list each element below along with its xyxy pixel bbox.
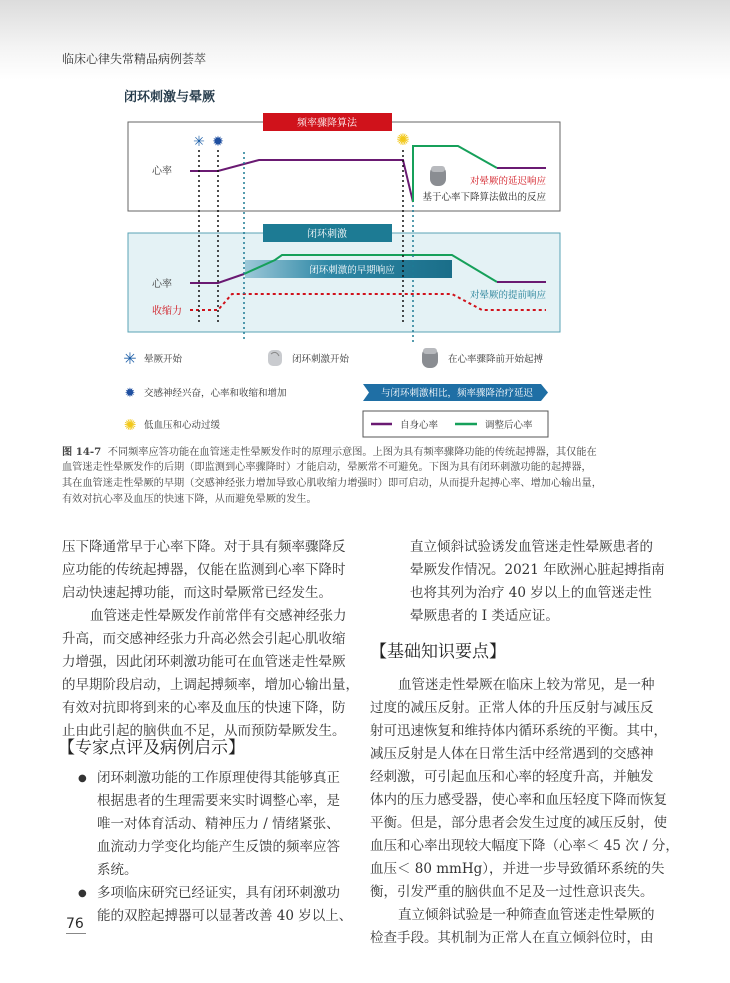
bullet-text-line: 能的双腔起搏器可以显著改善 40 岁以上、 (97, 908, 353, 924)
text-line: 应功能的传统起搏器，仅能在监测到心率下降时 (62, 562, 346, 578)
text-line: 经刺激，可引起血压和心率的轻度升高，并触发 (370, 769, 654, 785)
legend-sympathetic-label: 交感神经兴奋，心率和收缩和增加 (144, 388, 287, 399)
text-line: 也将其列为治疗 40 岁以上的血管迷走性 (410, 585, 652, 601)
delay-banner-label: 与闭环刺激相比，频率骤降治疗延迟 (380, 388, 534, 399)
legend-sun-icon: ✺ (123, 416, 137, 434)
figure-diagram (0, 0, 730, 440)
text-line: 直立倾斜试验诱发血管迷走性晕厥患者的 (410, 539, 653, 555)
bullet-icon: ● (78, 888, 87, 899)
legend-adjusted-label: 调整后心率 (485, 420, 533, 431)
text-line: 启动快速起搏功能，而这时晕厥常已经发生。 (62, 585, 332, 601)
legend-intrinsic-label: 自身心率 (400, 420, 439, 431)
top-banner-label: 频率骤降算法 (297, 118, 357, 129)
text-line: 射可迅速恢复和维持体内循环系统的平衡。其中， (370, 723, 667, 739)
legend-cls-start-label: 闭环刺激开始 (292, 354, 350, 365)
running-head: 临床心律失常精品病例荟萃 (62, 52, 207, 66)
contractility-label: 收缩力 (152, 306, 182, 317)
text-line: 衡，引发严重的脑供血不足及一过性意识丧失。 (370, 884, 654, 900)
text-line: 直立倾斜试验是一种筛查血管迷走性晕厥的 (398, 907, 655, 923)
caption-line: 有效对抗心率及血压的快速下降，从而避免晕厥的发生。 (62, 494, 317, 505)
text-line: 升高，而交感神经张力升高必然会引起心肌收缩 (62, 631, 346, 647)
caption-line: 血管迷走性晕厥发作的后期（即监测到心率骤降时）才能启动，晕厥常不可避免。下图为具有闭环刺激功能的起搏器， (62, 462, 592, 473)
bottom-hr-label: 心率 (152, 279, 172, 290)
bullet-text-line: 闭环刺激功能的工作原理使得其能够真正 (97, 770, 340, 786)
text-line: 平衡。但是，部分患者会发生过度的减压反射，使 (370, 815, 667, 831)
text-line: 压下降通常早于心率下降。对于具有频率骤降反 (62, 539, 346, 555)
bullet-icon: ● (78, 773, 87, 784)
caption-label: 图 14-7 (62, 446, 102, 458)
legend-lead-icon (268, 350, 282, 366)
sun-icon: ✺ (396, 130, 410, 149)
legend-hypotension-label: 低血压和心动过缓 (144, 420, 221, 431)
text-line: 晕厥患者的 I 类适应证。 (410, 608, 559, 624)
text-line: 血管迷走性晕厥发作前常伴有交感神经张力 (90, 608, 347, 624)
text-line: 过度的减压反射。正常人体的升压反射与减压反 (370, 700, 654, 716)
text-line: 力增强，因此闭环刺激功能可在血管迷走性晕厥 (62, 654, 346, 670)
legend-pacing-label: 在心率骤降前开始起搏 (448, 354, 544, 365)
bullet-text-line: 多项临床研究已经证实，具有闭环刺激功 (97, 885, 340, 901)
text-line: 检查手段。其机制为正常人在直立倾斜位时，由 (370, 930, 654, 946)
bullet-text-line: 血流动力学变化均能产生反馈的频率应答 (97, 839, 340, 855)
legend-sympathetic-icon: ✹ (124, 386, 136, 401)
caption-line: 其在血管迷走性晕厥的早期（交感神经张力增加导致心肌收缩力增强时）即可启动，从而提升起搏心率、增加心输出量， (62, 478, 602, 489)
legend-syncope-icon: ✳ (123, 349, 137, 368)
bullet-text-line: 系统。 (97, 862, 138, 878)
text-line: 血压和心率出现较大幅度下降（心率＜ 45 次 / 分， (370, 838, 679, 854)
pacemaker-icon (430, 166, 446, 186)
text-line: 止由此引起的脑供血不足，从而预防晕厥发生。 (62, 723, 346, 739)
legend-pacemaker-icon (422, 348, 438, 368)
text-line: 体内的压力感受器，使心率和血压轻度下降而恢复 (370, 792, 667, 808)
text-line: 晕厥发作情况。2021 年欧洲心脏起搏指南 (410, 562, 665, 578)
section-heading: 【专家点评及病例启示】 (58, 738, 245, 758)
caption-line: 不同频率应答功能在血管迷走性晕厥发作时的原理示意图。上图为具有频率骤降功能的传统起搏器，其仅能在 (107, 447, 597, 458)
section-heading: 【基础知识要点】 (370, 642, 506, 662)
algorithm-response-label: 基于心率下降算法做出的反应 (422, 192, 546, 203)
delayed-response-label: 对晕厥的延迟响应 (469, 176, 546, 187)
text-line: 血压＜ 80 mmHg），并进一步导致循环系统的失 (370, 861, 665, 877)
page-number: 76 (66, 916, 84, 932)
bullet-text-line: 唯一对体育活动、精神压力 / 情绪紧张、 (97, 816, 340, 832)
bottom-banner-label: 闭环刺激 (307, 229, 347, 240)
bullet-text-line: 根据患者的生理需要来实时调整心率，是 (97, 793, 340, 809)
legend-syncope-label: 晕厥开始 (144, 354, 183, 365)
text-line: 有效对抗即将到来的心率及血压的快速下降，防 (62, 700, 346, 716)
text-line: 减压反射是人体在日常生活中经常遇到的交感神 (370, 746, 654, 762)
text-line: 的早期阶段启动，上调起搏频率，增加心输出量， (62, 677, 359, 693)
figure-title: 闭环刺激与晕厥 (124, 90, 216, 105)
early-response-bar-label: 闭环刺激的早期响应 (309, 265, 395, 276)
early-response-label: 对晕厥的提前响应 (469, 290, 546, 301)
top-hr-label: 心率 (152, 166, 172, 177)
text-line: 血管迷走性晕厥在临床上较为常见，是一种 (398, 677, 655, 693)
syncope-star-icon: ✳ (193, 134, 205, 150)
sympathetic-star-icon: ✹ (212, 134, 224, 150)
